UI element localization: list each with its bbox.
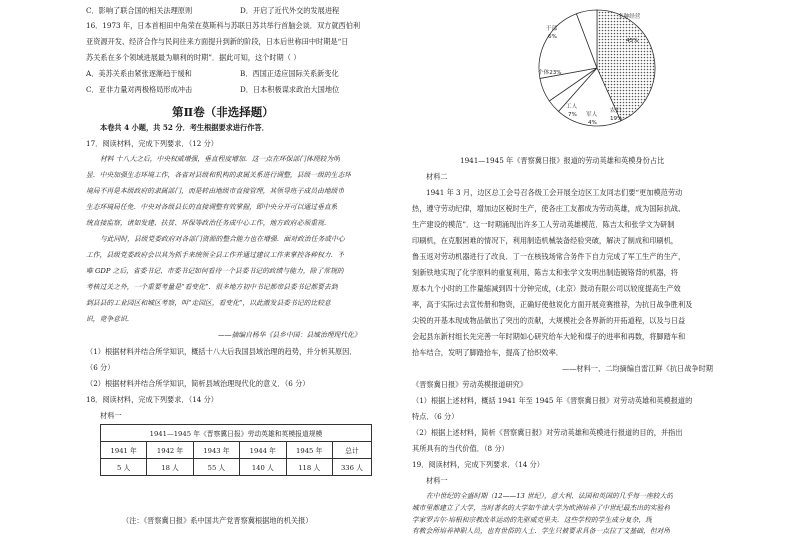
q17-para2-line: 与此同时，县级党委政府对各部门资源的整合能力也在增强．面对政治任务或中心 <box>100 235 345 243</box>
pie-label-diversified-pct: 45% <box>626 38 639 44</box>
q15-option-d: D．开启了近代外交的发展进程 <box>240 6 340 15</box>
table-count-cell: 336 人 <box>332 459 371 476</box>
material-2: 材料二 <box>426 172 448 181</box>
pie-label-worker: 工人 <box>566 104 578 110</box>
pie-chart <box>532 2 662 142</box>
q16-option-c: C．亚非力量对两极格局形成冲击 <box>86 85 193 94</box>
mat2-line: 尖锐的开基本现成物品做出了突出的贡献，大规模社会各界新的开拓道程，以及与日益 <box>412 316 686 325</box>
mat2-line: 原本九个小时的工作量缩减到四十分钟完成，(北京）鼓动有限公司以较度提高生产效 <box>412 284 681 293</box>
q18-sub1: （1）根据上述材料，概括 1941 年至 1945 年《晋察冀日报》对劳动英雄和英模报道的 <box>412 396 693 405</box>
q17-para2-line: 到县县的工业园区和城区考察，叫“走园区，看变化”，以此激发县委书记的比较意 <box>86 299 331 307</box>
table-title: 1941—1945 年《晋察冀日报》劳动英雄和英模报道规模 <box>101 425 372 442</box>
q19-line: 学家罗吉尔·培根和宗教改革运动的先驱威克里夫．这些学校的学生成分复杂，现 <box>412 516 653 524</box>
q19-line: 在中世纪的全盛时期（12——13 世纪），意大利、法国和英国的几乎每一座较大的 <box>426 492 674 500</box>
table-year-cell: 1945 年 <box>286 442 332 459</box>
pie-label-peasant-woman-pct: 19% <box>610 116 623 122</box>
q17-para2-line: 工作，县级党委政府会以其为抓手来统领全县工作并通过建议工作来掌控各种权力．不 <box>86 251 345 259</box>
pie-label-cadre: 干部 <box>546 26 558 32</box>
q17-sub1-score: （6 分） <box>86 363 115 372</box>
q16-line-1: 16．1973 年，日本首相田中角荣在莫斯科与苏联日苏共举行首脑会谈．双方就西伯利 <box>86 21 361 30</box>
q17-source: ——摘编自杨华《县乡中国：县域治理现代化》 <box>218 331 361 339</box>
q16-line-3: 苏关系在多个领域进展最为顺利的时期”．据此可知，这个时期（ ） <box>86 53 301 62</box>
table-year-cell: 1942 年 <box>147 442 193 459</box>
mat2-line: 鲁玉返对劳动机器进行了改良．丁一在核钱场常合务件下自力完成了军工生产的生产， <box>412 252 686 261</box>
table-count-cell: 5 人 <box>101 459 147 476</box>
q17-para1-line: 材料 十八大之后，中央权威增强，垂直程度增加．这一点在环保部门体现较为明 <box>100 155 341 163</box>
q18-head: 18．阅读材料，完成下列要求．（14 分） <box>86 395 218 404</box>
q18-table <box>100 424 372 476</box>
q17-para2-line: 考核过关之外，一个重要考量是“看变化”．很多地方初中书记都帝县委书记都要去到 <box>86 283 338 291</box>
q19-material-1: 材料一 <box>426 476 448 485</box>
q19-line: 城市里都建立了大学，当时著名的大学如牛津大学为欧洲培养了中世纪最杰出的实验科 <box>412 504 671 512</box>
q18-material-1: 材料一 <box>100 411 122 420</box>
mat2-line: 拾车结合，发明了脚踏拾车，提高了拾织效率． <box>412 348 563 357</box>
q17-para1-line: 统直接监察，诸如发建、扶贫、环保等政治任务成中心工作，地方政府必须重视． <box>86 219 331 227</box>
q17-sub2: （2）根据材料并结合所学知识，简析县域治理现代化的意义．（6 分） <box>86 379 310 388</box>
table-year-cell: 总计 <box>332 442 371 459</box>
q16-option-a: A．美苏关系由紧张逐渐趋于缓和 <box>86 69 192 78</box>
q17-sub1: （1）根据材料并结合所学知识，概括十八大后我国县域治理的趋势，并分析其原因． <box>86 347 357 356</box>
table-count-cell: 55 人 <box>193 459 239 476</box>
mat2-line: 刻新铁地实现了化学原料的重复利用，陈吉太和张学文发明出制造镀铬背的机器，将 <box>412 268 678 277</box>
q18-table-note: （注：《晋察冀日报》系中国共产党晋察冀根据地的机关报） <box>122 516 313 525</box>
q16-option-b: B．西国正适应国际关系新变化 <box>240 69 339 78</box>
pie-label-soldier-pct: 4% <box>588 120 597 126</box>
pie-label-worker-pct: 7% <box>568 112 577 118</box>
q16-line-2: 亚资源开发、经济合作与民间往来方面提升到新的阶段，日本后世称田中时期是“日 <box>86 37 349 46</box>
mat2-line: 1941 年 3 月，边区总工会号召各级工会开展全边区工友同志们要“更加模范劳动 <box>426 188 683 197</box>
pie-label-cadre-pct: 6% <box>548 34 557 40</box>
pie-caption: 1941—1945 年《晋察冀日报》报道的劳动英雄和英模身份占比 <box>460 156 665 165</box>
q17-head: 17．阅读材料，完成下列要求．（12 分） <box>86 139 218 148</box>
q17-para1-line: 境局不再是本级政府的隶属部门，而是转由地级市直接管理，其领导班子成员由地级市 <box>86 187 345 195</box>
mat2-line: 印刷机，在克服困难的情况下，利用制造机械装备经验突破，解决了制成和印刷机， <box>412 236 678 245</box>
q17-para2-line: 识，竞争意识． <box>86 315 134 323</box>
mat-source-2: 《晋察冀日报》劳动英模报道研究》 <box>412 380 528 389</box>
q19-head: 19．阅读材料，完成下列要求．（14 分） <box>412 460 544 469</box>
mat2-line: 会起县东新村组长先完善一年时期如心研究给车大轮和煤子的进率和再数，将脚踏车和 <box>412 332 686 341</box>
table-year-cell: 1943 年 <box>193 442 239 459</box>
pie-label-diversified: 多种经营 <box>618 14 641 20</box>
q18-sub2-score: 其所具有的当代价值．（8 分） <box>412 444 509 453</box>
section-note: 本卷共 4 小题，共 52 分．考生根据要求进行作答． <box>100 123 269 132</box>
mat2-line: 热，遵守劳动纪律，增加边区税时生产，使各庄工友都成为劳动英雄，成为国际抗战、 <box>412 204 686 213</box>
pie-label-peasant-woman: 农妇 <box>610 108 622 114</box>
pie-label-soldier: 军人 <box>586 112 598 118</box>
table-count-cell: 140 人 <box>240 459 286 476</box>
table-year-cell: 1944 年 <box>240 442 286 459</box>
mat-source: ——材料一、二均摘编自雷江鲜《抗日战争时期 <box>562 364 713 373</box>
q15-option-c: C．影响了联合国的相关法理原则 <box>86 6 193 15</box>
table-count-cell: 18 人 <box>147 459 193 476</box>
table-count-cell: 118 人 <box>286 459 332 476</box>
pie-label-individual: 个体23% <box>538 70 562 76</box>
mat2-line: 生产建设的模范”．这一时期涌现出许多工人劳动英雄模范．陈吉太和张学文为研制 <box>412 220 675 229</box>
q19-line: 有教会所培养神职人员，也有世俗的人士．学生只被要求具备一点拉丁文基础，但对所 <box>412 527 671 535</box>
mat2-line: 率，高于实际过去宣传册和物资，正确好使他说化方面开展竞赛推荐，为抗日战争胜利及 <box>412 300 693 309</box>
q18-sub2: （2）根据上述材料，简析《晋察冀日报》对劳动英雄和英模进行报道的目的，并指出 <box>412 428 683 437</box>
q17-para1-line: 生态环境局任免．中央对各级县长的直接调整有效掌握，即中央分开可以通过垂直系 <box>86 203 338 211</box>
section-title: 第Ⅱ卷（非选择题） <box>172 105 274 119</box>
table-year-cell: 1941 年 <box>101 442 147 459</box>
q16-option-d: D．日本积极谋求政治大国地位 <box>240 85 340 94</box>
q18-sub1-score: 特点．（6 分） <box>412 412 459 421</box>
q17-para1-line: 显．中央加强生态环境工作，各省对县级和机构的隶属关系进行调整，县级一级的生态环 <box>86 171 352 179</box>
q17-para2-line: 唯 GDP 之后，省委书记、市委书记如何看待一个县委书记的政绩与能力，除了常规的 <box>86 267 344 275</box>
